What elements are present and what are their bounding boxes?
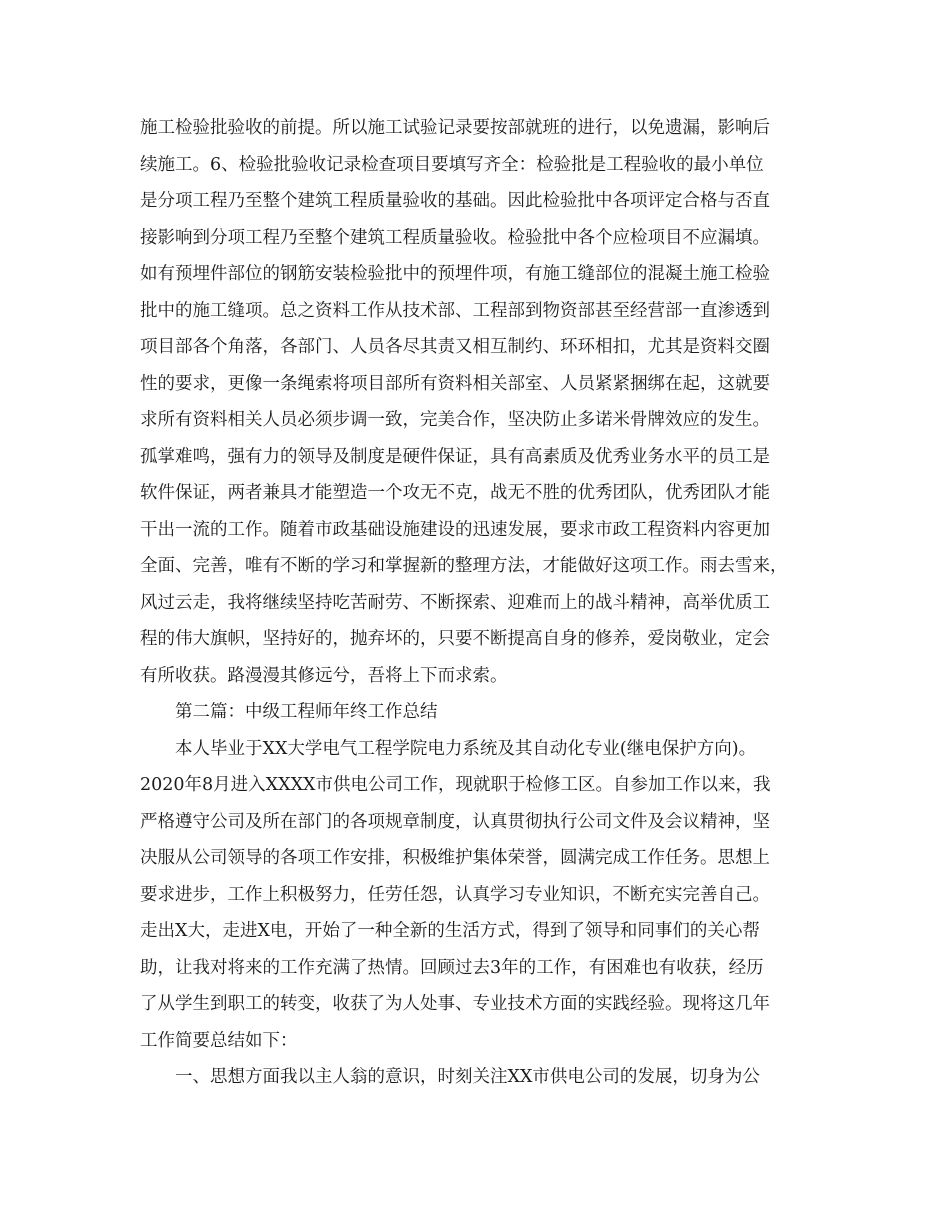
text-line: 项目部各个角落，各部门、人员各尽其责又相互制约、环环相扣，尤其是资料交圈: [140, 337, 770, 357]
text-line: 孤掌难鸣，强有力的领导及制度是硬件保证，具有高素质及优秀业务水平的员工是: [140, 446, 770, 467]
text-line: 干出一流的工作。随着市政基础设施建设的迅速发展，要求市政工程资料内容更加: [140, 519, 770, 540]
text-line: 是分项工程乃至整个建筑工程质量验收的基础。因此检验批中各项评定合格与否直: [140, 191, 770, 211]
text-line: 走出X大，走进X电，开始了一种全新的生活方式，得到了领导和同事们的关心帮: [140, 921, 760, 941]
text-line: 软件保证，两者兼具才能塑造一个攻无不克，战无不胜的优秀团队，优秀团队才能: [140, 483, 770, 503]
text-line: 施工检验批验收的前提。所以施工试验记录要按部就班的进行，以免遗漏，影响后: [140, 118, 770, 138]
text-line: 本人毕业于XX大学电气工程学院电力系统及其自动化专业(继电保护方向)。: [175, 738, 757, 759]
text-line: 2020年8月进入XXXX市供电公司工作，现就职于检修工区。自参加工作以来，我: [140, 775, 771, 795]
text-line: 风过云走，我将继续坚持吃苦耐劳、不断探索、迎难而上的战斗精神，高举优质工: [140, 592, 770, 613]
text-line: 如有预埋件部位的钢筋安装检验批中的预埋件项，有施工缝部位的混凝土施工检验: [140, 264, 770, 284]
body-text: [140, 110, 830, 1096]
text-line: 一、思想方面我以主人翁的意识，时刻关注XX市供电公司的发展，切身为公: [175, 1067, 760, 1087]
text-line: 续施工。6、检验批验收记录检查项目要填写齐全：检验批是工程验收的最小单位: [140, 154, 764, 175]
text-line: 全面、完善，唯有不断的学习和掌握新的整理方法，才能做好这项工作。雨去雪来，: [140, 556, 788, 576]
text-line: 严格遵守公司及所在部门的各项规章制度，认真贯彻执行公司文件及会议精神，坚: [140, 811, 770, 832]
text-line: 决服从公司领导的各项工作安排，积极维护集体荣誉，圆满完成工作任务。思想上: [140, 848, 770, 868]
section-heading: 第二篇：中级工程师年终工作总结: [175, 702, 438, 722]
text-line: 批中的施工缝项。总之资料工作从技术部、工程部到物资部甚至经营部一直渗透到: [140, 300, 770, 321]
text-line: 要求进步，工作上积极努力，任劳任怨，认真学习专业知识，不断充实完善自己。: [140, 884, 770, 905]
text-line: 程的伟大旗帜，坚持好的，抛弃坏的，只要不断提高自身的修养，爱岗敬业，定会: [140, 629, 770, 649]
text-line: 工作简要总结如下：: [140, 1030, 298, 1051]
text-line: 接影响到分项工程乃至整个建筑工程质量验收。检验批中各个应检项目不应漏填。: [140, 227, 770, 248]
text-line: 了从学生到职工的转变，收获了为人处事、专业技术方面的实践经验。现将这几年: [140, 994, 770, 1014]
text-line: 助，让我对将来的工作充满了热情。回顾过去3年的工作，有困难也有收获，经历: [140, 957, 764, 978]
text-line: 求所有资料相关人员必须步调一致，完美合作，坚决防止多诺米骨牌效应的发生。: [140, 410, 770, 430]
text-line: 有所收获。路漫漫其修远兮，吾将上下而求索。: [140, 665, 508, 686]
text-line: 性的要求，更像一条绳索将项目部所有资料相关部室、人员紧紧捆绑在起，这就要: [140, 373, 770, 394]
